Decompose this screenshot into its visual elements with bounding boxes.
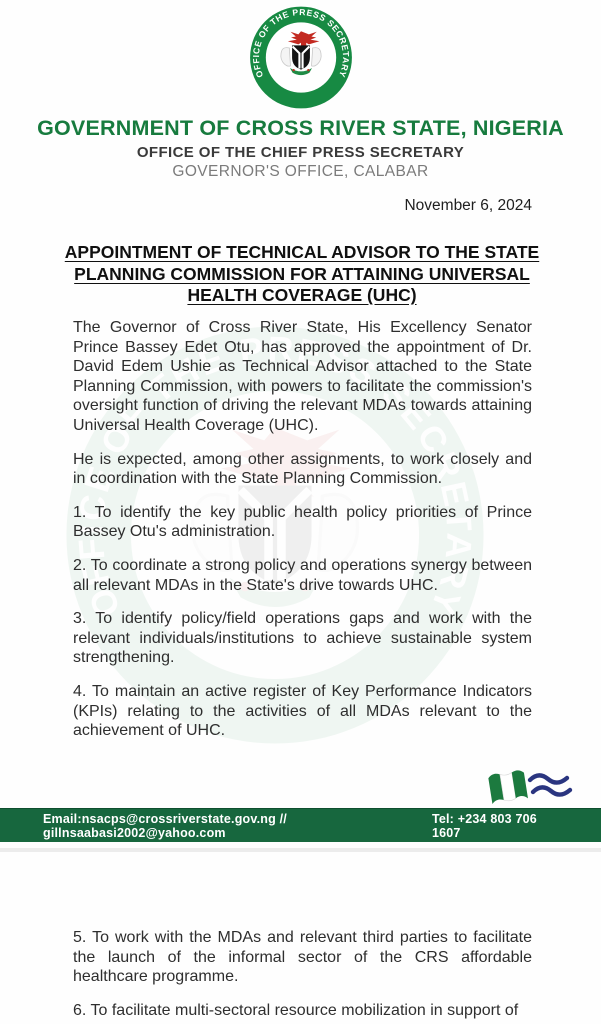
government-title: GOVERNMENT OF CROSS RIVER STATE, NIGERIA xyxy=(37,116,564,140)
document-body-page2 xyxy=(73,928,532,1024)
list-item-1: 1. To identify the key public health policy priorities of Prince Bassey Otu's administration. xyxy=(73,503,532,541)
letterhead xyxy=(0,116,601,181)
list-item-5: 5. To work with the MDAs and relevant third parties to facilitate the launch of the informal sector of the CRS affordable healthcare programme. xyxy=(73,929,532,986)
document-date: November 6, 2024 xyxy=(404,197,532,214)
page-separator xyxy=(0,848,601,852)
press-secretary-seal-icon xyxy=(248,5,354,110)
office-title: OFFICE OF THE CHIEF PRESS SECRETARY xyxy=(136,144,465,161)
phone-text: Tel: +234 803 706 1607 xyxy=(431,811,537,840)
paragraph-intro: The Governor of Cross River State, His Excellency Senator Prince Bassey Edet Otu, has approved the appointment of Dr. David Edem Ushie as Technical Advisor attached to the State Planning Commission, with powers to facilitate the commission's oversight function of driving the relevant MDAs towards attaining Universal Health Coverage (UHC). xyxy=(73,319,532,434)
paragraph-expectation: He is expected, among other assignments, to work closely and in coordination with the State Planning Commission. xyxy=(73,450,532,488)
list-item-3: 3. To identify policy/field operations gaps and work with the relevant individuals/institutions to achieve sustainable system strengthening. xyxy=(73,610,532,667)
state-flag-icon xyxy=(480,763,580,811)
list-item-4: 4. To maintain an active register of Key Performance Indicators (KPIs) relating to the activities of all MDAs relevant to the achievement of UHC. xyxy=(73,682,532,740)
contact-bar xyxy=(0,808,601,842)
document-body xyxy=(73,318,532,755)
governors-office-location: GOVERNOR'S OFFICE, CALABAR xyxy=(172,163,429,180)
list-item-6: 6. To facilitate multi-sectoral resource mobilization in support of xyxy=(73,1001,519,1019)
list-item-2: 2. To coordinate a strong policy and operations synergy between all relevant MDAs in the State's drive towards UHC. xyxy=(73,556,532,594)
document-title: APPOINTMENT OF TECHNICAL ADVISOR TO THE STATE PLANNING COMMISSION FOR ATTAINING UNIVERSAL HEALTH COVERAGE (UHC) xyxy=(64,242,540,305)
email-text: Email:nsacps@crossriverstate.gov.ng // gillnsaabasi2002@yahoo.com xyxy=(43,811,287,840)
